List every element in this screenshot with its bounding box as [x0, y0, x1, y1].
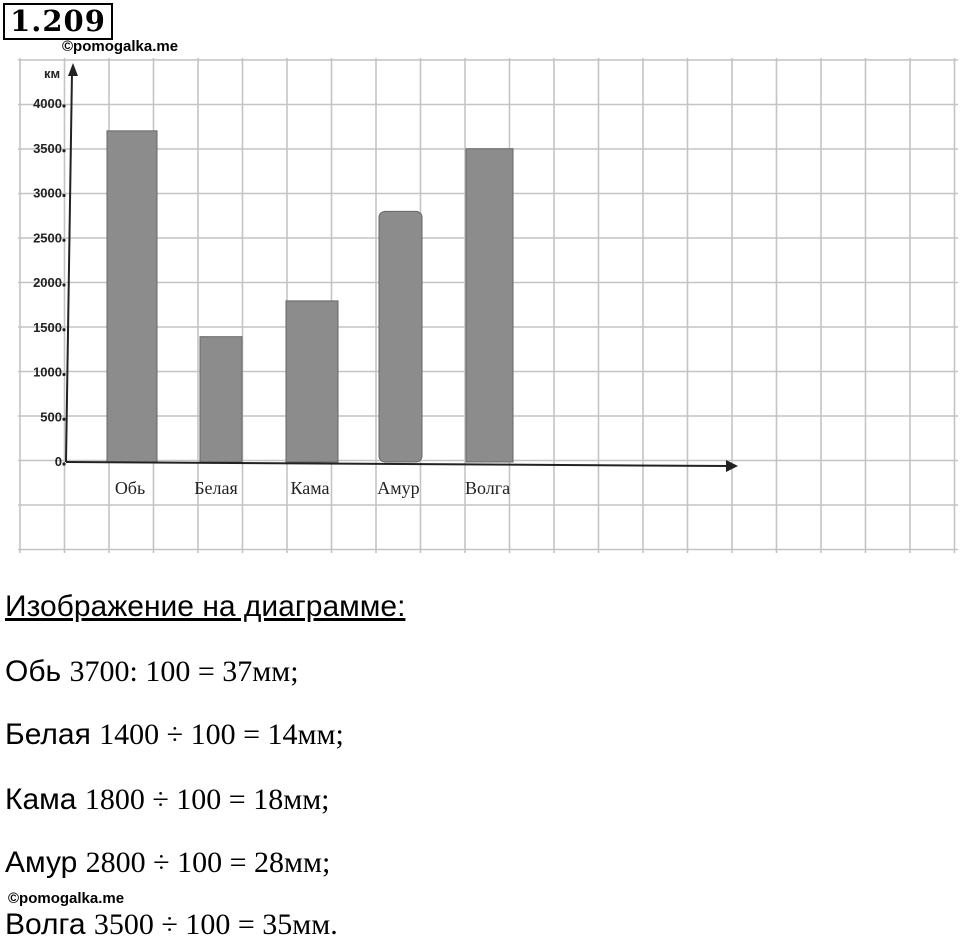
x-category-label: Обь [114, 478, 146, 498]
y-tick-label: 2000 [33, 275, 62, 290]
bar-2 [200, 337, 242, 462]
x-category-label: Кама [290, 478, 330, 498]
y-tick-mark [62, 462, 65, 465]
y-axis-arrow [68, 63, 78, 76]
problem-number: 1.209 [3, 3, 113, 40]
y-tick-mark [62, 373, 65, 376]
y-tick-mark [62, 194, 65, 197]
bar-3 [286, 301, 338, 462]
watermark-top: ©pomogalka.me [62, 38, 179, 55]
y-tick-mark [62, 104, 65, 107]
y-tick-label: 1000 [33, 364, 62, 380]
watermark-bottom: ©pomogalka.me [8, 890, 125, 907]
y-tick-mark [62, 418, 65, 421]
bar-1 [107, 131, 157, 462]
y-tick-label: 2500 [33, 230, 62, 246]
y-tick-label: 4000 [33, 96, 62, 111]
calc-expression: 2800 ÷ 100 = 28мм; [85, 846, 331, 879]
y-axis-line [66, 72, 72, 462]
river-name: Белая [5, 718, 91, 751]
calc-row-volga [5, 908, 338, 942]
chart-bars [107, 131, 513, 462]
calc-expression: 3500 ÷ 100 = 35мм. [93, 908, 338, 941]
y-tick-mark [62, 239, 65, 242]
x-category-label: Амур [377, 478, 420, 498]
x-category-label: Белая [194, 478, 238, 498]
x-category-label: Волга [464, 478, 511, 498]
y-tick-label: 1500 [33, 319, 62, 335]
bar-4 [379, 211, 422, 462]
calc-row-amur [5, 846, 330, 880]
calc-expression: 3700: 100 = 37мм; [69, 655, 299, 688]
river-name: Амур [5, 846, 78, 879]
y-tick-mark [62, 283, 65, 286]
bar-5 [466, 149, 513, 462]
calc-row-kama [5, 783, 330, 817]
calc-row-belaya [5, 718, 344, 752]
river-name: Обь [5, 655, 62, 688]
y-tick-label: 3000 [33, 185, 62, 201]
river-name: Волга [5, 908, 86, 941]
y-tick-label: 500 [40, 409, 62, 425]
y-axis-label: км [44, 66, 61, 81]
explanation-heading: Изображение на диаграмме: [5, 590, 406, 623]
calc-row-ob [5, 655, 299, 689]
y-tick-mark [62, 328, 65, 331]
y-tick-label: 3500 [33, 140, 62, 156]
y-tick-mark [62, 149, 65, 152]
x-axis-line [66, 462, 728, 466]
y-tick-label: 0 [54, 454, 62, 469]
calc-expression: 1800 ÷ 100 = 18мм; [84, 783, 330, 816]
calc-expression: 1400 ÷ 100 = 14мм; [99, 718, 344, 751]
river-name: Кама [5, 783, 77, 816]
